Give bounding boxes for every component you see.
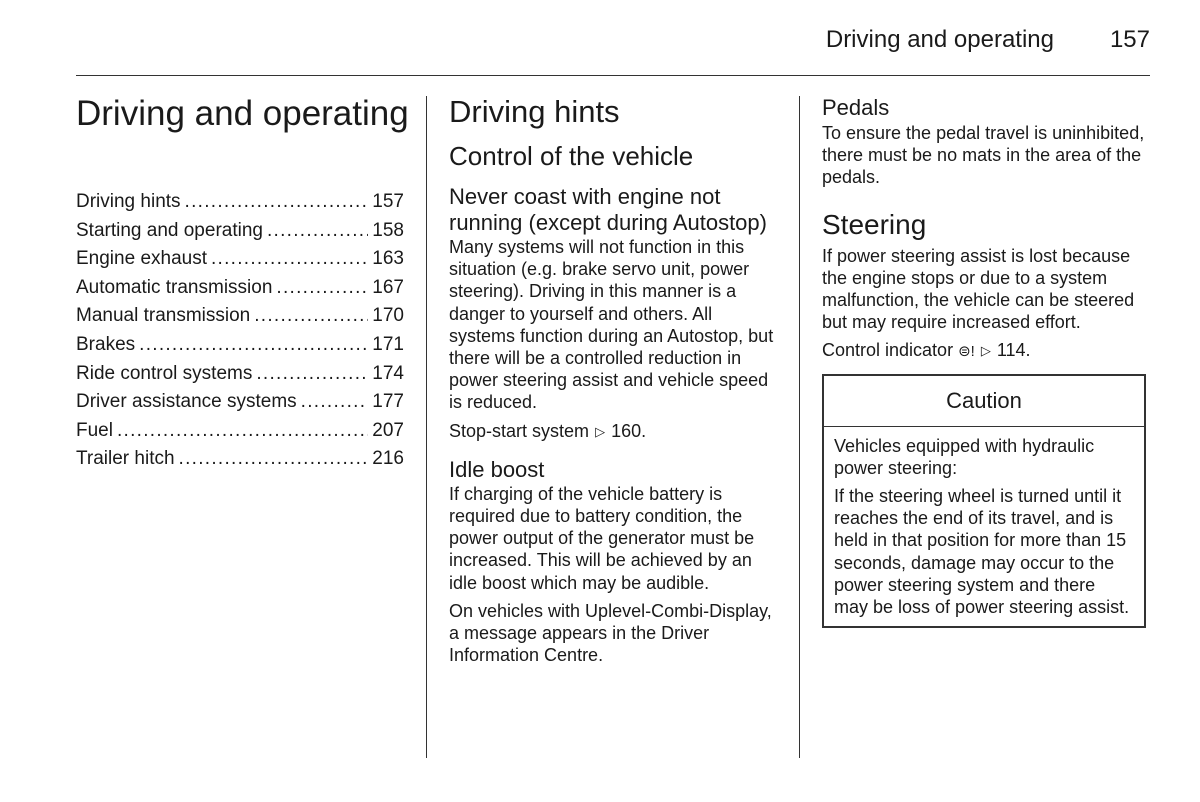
toc-entry-label: Driver assistance systems — [76, 391, 297, 413]
toc-leader-dots — [254, 302, 368, 331]
toc-entry-label: Driving hints — [76, 191, 181, 212]
toc-entry-page: 177 — [372, 391, 404, 413]
toc-entry[interactable] — [76, 331, 404, 360]
running-header-title: Driving and operating — [825, 26, 1054, 53]
caution-paragraph-1: Vehicles equipped with hydraulic power steering: — [834, 435, 1095, 478]
caution-body — [824, 427, 1144, 627]
header-rule — [76, 75, 1150, 76]
toc-list — [76, 188, 404, 474]
reference-arrow-icon: ▷ — [980, 343, 991, 359]
toc-entry-page: 216 — [372, 448, 404, 470]
toc-leader-dots — [301, 388, 369, 417]
reference-control-indicator[interactable] — [822, 339, 1152, 363]
toc-entry-page: 167 — [372, 276, 404, 298]
toc-entry[interactable] — [76, 360, 404, 389]
caution-title: Caution — [824, 376, 1144, 427]
reference-page: 160. — [611, 420, 647, 441]
toc-entry[interactable] — [76, 245, 404, 274]
toc-entry[interactable] — [76, 188, 404, 217]
toc-entry[interactable] — [76, 417, 404, 446]
heading-never-coast: Never coast with engine not running (except during Autostop) — [449, 184, 767, 235]
toc-entry-label: Manual transmission — [76, 305, 251, 327]
reference-label: Control indicator — [822, 340, 954, 361]
paragraph-steering: If power steering assist is lost because the engine stops or due to a system malfunction, the vehicle can be steered but may require increased effort. — [822, 245, 1135, 333]
toc-entry-label: Ride control systems — [76, 362, 253, 384]
section-heading-driving-hints: Driving hints — [449, 94, 620, 129]
toc-entry-label: Fuel — [76, 419, 113, 441]
toc-entry-label: Automatic transmission — [76, 276, 273, 298]
toc-entry-page: 170 — [372, 305, 404, 327]
toc-leader-dots — [211, 245, 368, 274]
caution-paragraph-2: If the steering wheel is turned until it reaches the end of its travel, and is held in that position for more than 15 seconds, damage may occur to the power steering system and there may be loss of power steering assist. — [834, 486, 1130, 618]
toc-entry[interactable] — [76, 217, 404, 246]
toc-leader-dots — [179, 445, 369, 474]
toc-entry-page: 158 — [372, 219, 404, 241]
heading-steering: Steering — [822, 208, 927, 240]
toc-entry-label: Starting and operating — [76, 219, 263, 241]
paragraph-never-coast: Many systems will not function in this situation (e.g. brake servo unit, power steering). Driving in this manner is a danger to yourself and others. All systems function during an Autostop, but there will be a controlled reduction in power steering assist and vehicle speed is reduced. — [449, 237, 774, 413]
column-divider-right — [799, 96, 800, 758]
paragraph-idle-boost-2: On vehicles with Uplevel-Combi-Display, a message appears in the Driver Information Centre. — [449, 600, 772, 666]
toc-entry-label: Engine exhaust — [76, 248, 207, 270]
toc-leader-dots — [185, 188, 369, 217]
heading-pedals: Pedals — [822, 95, 890, 120]
paragraph-pedals: To ensure the pedal travel is uninhibited, there must be no mats in the area of the pedals. — [822, 123, 1145, 188]
caution-box — [822, 374, 1146, 629]
toc-leader-dots — [256, 360, 368, 389]
toc-entry-page: 207 — [372, 419, 404, 441]
reference-arrow-icon: ▷ — [595, 423, 606, 439]
toc-entry-label: Brakes — [76, 333, 136, 355]
heading-idle-boost: Idle boost — [449, 456, 545, 482]
toc-leader-dots — [117, 417, 368, 446]
power-steering-warning-icon: ⊜! — [958, 343, 975, 361]
toc-leader-dots — [267, 217, 368, 246]
toc-entry-page: 157 — [372, 191, 404, 212]
column-divider-left — [426, 96, 427, 758]
toc-leader-dots — [139, 331, 368, 360]
driving-hints-column — [449, 92, 779, 672]
chapter-title: Driving and operating — [76, 94, 409, 133]
toc-entry[interactable] — [76, 388, 404, 417]
toc-entry-page: 163 — [372, 248, 404, 270]
toc-entry-page: 171 — [372, 333, 404, 355]
toc-entry-page: 174 — [372, 362, 404, 384]
toc-entry[interactable] — [76, 302, 404, 331]
toc-entry[interactable] — [76, 445, 404, 474]
pedals-steering-column — [822, 94, 1152, 628]
reference-label: Stop-start system — [449, 420, 590, 441]
reference-page: 114. — [996, 340, 1031, 361]
toc-entry-label: Trailer hitch — [76, 448, 175, 470]
reference-stop-start[interactable] — [449, 420, 779, 443]
chapter-toc-column — [76, 92, 409, 474]
page-number: 157 — [1109, 26, 1150, 53]
subheading-control-of-vehicle: Control of the vehicle — [449, 141, 694, 171]
toc-leader-dots — [276, 274, 368, 303]
paragraph-idle-boost-1: If charging of the vehicle battery is required due to battery condition, the power output of the generator must be increased. This will be achieved by an idle boost which may be audible. — [449, 483, 755, 593]
toc-entry[interactable] — [76, 274, 404, 303]
